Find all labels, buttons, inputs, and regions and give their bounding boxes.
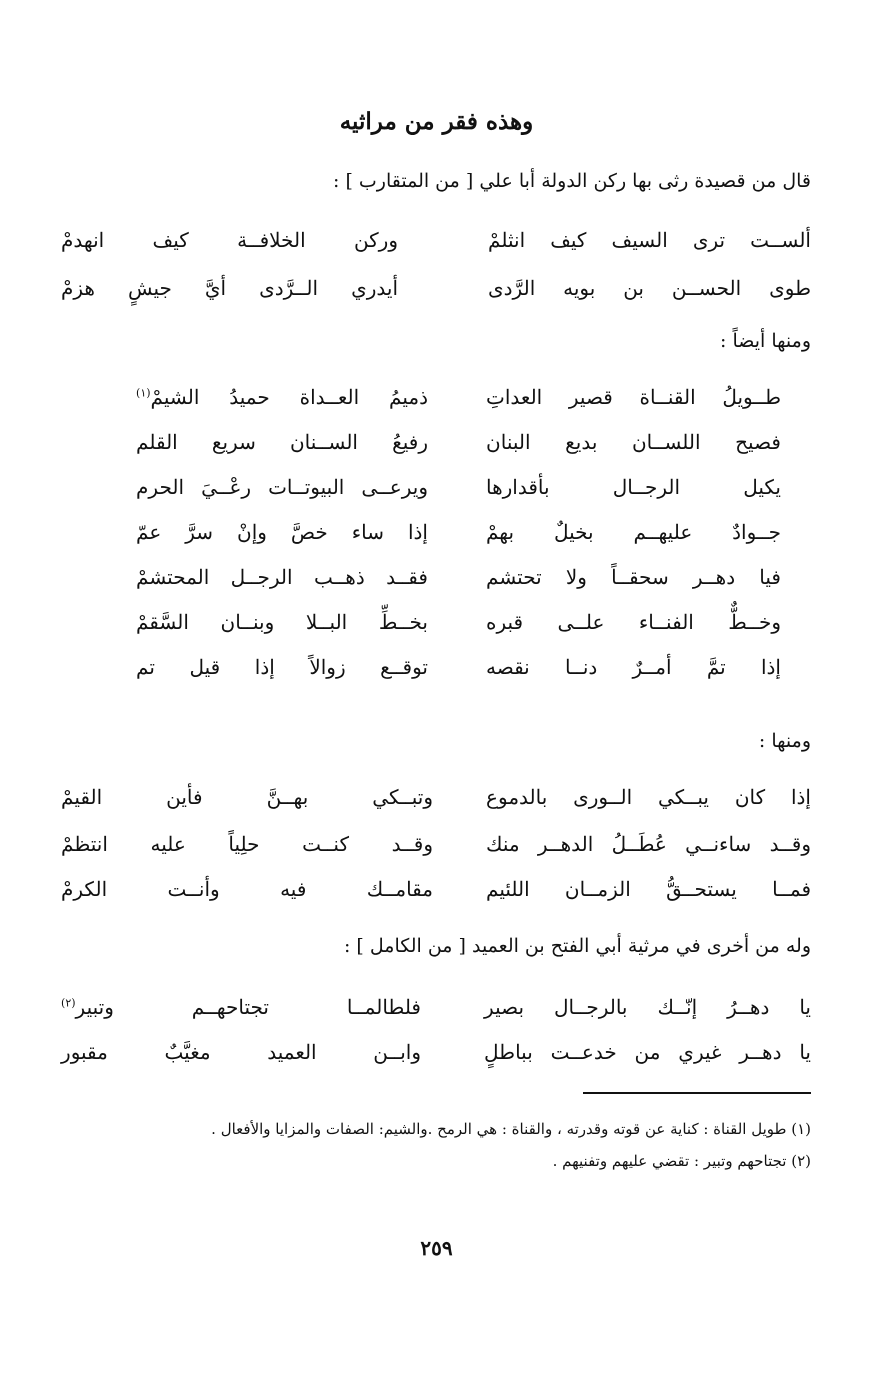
verse-line (0, 276, 873, 308)
verse-word: نقصه (486, 655, 530, 679)
footnote-marker: (٢) (61, 996, 76, 1010)
verse-word: وقــد (391, 832, 433, 856)
verse-word: فصيح (735, 430, 781, 454)
second-hemistich (61, 1040, 421, 1064)
verse-word: غيري (678, 1040, 722, 1064)
first-hemistich (486, 385, 781, 409)
verse-word: الدهــر (537, 832, 594, 856)
intro-line-2: ومنها أيضاً : (720, 330, 811, 352)
verse-word: بأقدارها (486, 475, 550, 499)
verse-word: تم (136, 655, 155, 679)
verse-word: سرَّ (185, 520, 214, 544)
verse-word: جــوادٌ (732, 520, 781, 544)
verse-word: تمَّ (706, 655, 726, 679)
verse-line (0, 877, 873, 909)
second-hemistich (61, 228, 398, 252)
verse-word: ترى (692, 228, 726, 252)
verse-word: البنان (486, 430, 531, 454)
verse-word: المحتشمْ (136, 565, 210, 589)
verse-word: قبره (486, 610, 524, 634)
verse-word: رفيعُ (392, 430, 428, 454)
intro-line-4: وله من أخرى في مرثية أبي الفتح بن العميد [ من الكامل ] : (343, 935, 811, 957)
verse-word: عمّ (136, 520, 162, 544)
footnote-2: (٢) تجتاحهم وتبير : تقضي عليهم وتفنيهم . (552, 1152, 811, 1170)
second-hemistich (136, 475, 428, 499)
verse-word: بويه (563, 276, 596, 300)
verse-word: إنّــك (657, 995, 698, 1019)
verse-word: خدعــت (550, 1040, 617, 1064)
verse-line (0, 565, 873, 597)
verse-word: الــرَّدى (259, 276, 319, 300)
verse-line (0, 385, 873, 417)
verse-word: تجتاحهــم (191, 995, 269, 1019)
verse-word: الخلافــة (237, 228, 306, 252)
second-hemistich (61, 276, 398, 300)
second-hemistich (61, 995, 421, 1019)
verse-word: يا (799, 1040, 811, 1064)
verse-word: كيف (152, 228, 189, 252)
verse-line (0, 832, 873, 864)
verse-word: وخــطٌّ (728, 610, 781, 634)
footnote-divider (583, 1092, 811, 1094)
verse-word: بهــنَّ (266, 785, 309, 809)
verse-word: انتظمْ (61, 832, 108, 856)
verse-word: أيدري (351, 276, 398, 300)
verse-word: توقــع (380, 655, 428, 679)
verse-word: وتبــكي (372, 785, 433, 809)
verse-word: فقــد (386, 565, 428, 589)
first-hemistich (488, 276, 811, 300)
verse-word: بصير (484, 995, 525, 1019)
verse-word: البــلا (305, 610, 348, 634)
footnote-marker: (١) (136, 386, 151, 400)
verse-word: إذا (790, 785, 811, 809)
intro-line-3: ومنها : (758, 730, 811, 752)
first-hemistich (484, 1040, 811, 1064)
verse-word: حلِياً (228, 832, 260, 856)
verse-word: الحرم (136, 475, 185, 499)
first-hemistich (486, 610, 781, 634)
verse-word: جيشٍ (127, 276, 172, 300)
first-hemistich (488, 228, 811, 252)
page-number: ٢٥٩ (420, 1236, 453, 1260)
verse-word: إذا (760, 655, 781, 679)
verse-word: ويرعــى (361, 475, 428, 499)
verse-word: كيف (550, 228, 587, 252)
verse-line (0, 1040, 873, 1072)
verse-word: الفنــاء (638, 610, 694, 634)
verse-line (0, 785, 873, 817)
verse-word: القيمْ (61, 785, 103, 809)
verse-word: ساءنــي (685, 832, 752, 856)
verse-line (0, 228, 873, 260)
verse-word: وابــن (373, 1040, 421, 1064)
verse-word: بباطلٍ (484, 1040, 533, 1064)
verse-word: السيف (611, 228, 668, 252)
first-hemistich (486, 430, 781, 454)
verse-word: البيوتــات (268, 475, 345, 499)
first-hemistich (486, 655, 781, 679)
first-hemistich (486, 520, 781, 544)
verse-line (0, 520, 873, 552)
verse-word: بديع (565, 430, 598, 454)
verse-word: العداتِ (486, 385, 543, 409)
verse-word: يا (799, 995, 811, 1019)
verse-word: الرجــال (612, 475, 681, 499)
verse-word: كنــت (302, 832, 349, 856)
second-hemistich (136, 610, 428, 634)
verse-word: زوالاً (309, 655, 346, 679)
verse-word: الشيمْ$^{(١)}$ (136, 385, 200, 409)
verse-word: بالرجــال (554, 995, 628, 1019)
first-hemistich (486, 565, 781, 589)
verse-word: إذا (254, 655, 275, 679)
verse-word: طوى (769, 276, 811, 300)
verse-word: أيَّ (204, 276, 227, 300)
verse-word: العميد (267, 1040, 317, 1064)
verse-word: دهــرُ (727, 995, 770, 1019)
first-hemistich (486, 785, 811, 809)
verse-word: عليهــم (633, 520, 693, 544)
verse-word: ساء (351, 520, 384, 544)
verse-word: يبــكي (657, 785, 709, 809)
intro-line-1: قال من قصيدة رثى بها ركن الدولة أبا علي [ من المتقارب ] : (333, 170, 811, 192)
verse-word: الرجــل (230, 565, 293, 589)
first-hemistich (486, 877, 811, 901)
verse-word: من (634, 1040, 661, 1064)
verse-word: القنــاة (639, 385, 696, 409)
verse-word: ألســت (750, 228, 811, 252)
verse-word: ذميمُ (389, 385, 428, 409)
verse-word: بخيلٌ (553, 520, 594, 544)
first-hemistich (486, 475, 781, 499)
verse-word: كان (734, 785, 766, 809)
verse-word: مقامــك (366, 877, 433, 901)
verse-word: وأنــت (167, 877, 220, 901)
verse-line (0, 475, 873, 507)
verse-word: رعْــيَ (201, 475, 252, 499)
verse-word: فيا (759, 565, 781, 589)
verse-word: عليه (150, 832, 186, 856)
verse-word: انثلمْ (488, 228, 526, 252)
verse-word: بالدموع (486, 785, 548, 809)
verse-word: الحســن (671, 276, 742, 300)
verse-word: وبنــان (220, 610, 275, 634)
verse-word: الســنان (289, 430, 358, 454)
verse-word: وإنْ (237, 520, 267, 544)
second-hemistich (136, 520, 428, 544)
verse-line (0, 430, 873, 462)
verse-word: سحقــاً (611, 565, 669, 589)
verse-word: مغيَّبٌ (164, 1040, 211, 1064)
verse-word: الزمــان (564, 877, 631, 901)
verse-word: طــويلُ (722, 385, 781, 409)
verse-word: ذهــب (313, 565, 365, 589)
verse-word: يستحــقُّ (666, 877, 737, 901)
verse-word: دهــر (692, 565, 736, 589)
verse-word: هزمْ (61, 276, 95, 300)
verse-word: العــداة (299, 385, 360, 409)
verse-word: فيه (280, 877, 307, 901)
second-hemistich (136, 565, 428, 589)
footnote-1: (١) طويل القناة : كناية عن قوته وقدرته ، والقناة : هي الرمح .والشيم: الصفات والمزايا والأفعال . (211, 1120, 811, 1138)
verse-word: وركن (353, 228, 398, 252)
verse-word: تحتشم (486, 565, 542, 589)
verse-line (0, 610, 873, 642)
first-hemistich (484, 995, 811, 1019)
verse-word: ولا (565, 565, 587, 589)
verse-line (0, 995, 873, 1027)
verse-word: السَّقمْ (136, 610, 189, 634)
second-hemistich (136, 655, 428, 679)
verse-word: اللســان (631, 430, 701, 454)
verse-word: عُطَــلُ (611, 832, 667, 856)
verse-word: سريع (211, 430, 256, 454)
verse-word: اللئيم (486, 877, 530, 901)
verse-word: بن (623, 276, 644, 300)
verse-word: بهمْ (486, 520, 515, 544)
verse-word: خصَّ (290, 520, 328, 544)
verse-word: منك (486, 832, 520, 856)
second-hemistich (136, 385, 428, 409)
verse-word: وتبير$^{(٢)}$ (61, 995, 114, 1019)
verse-word: علــى (557, 610, 605, 634)
verse-word: وقــد (769, 832, 811, 856)
verse-word: حميدُ (229, 385, 270, 409)
verse-word: الــورى (573, 785, 633, 809)
verse-word: يكيل (743, 475, 781, 499)
second-hemistich (61, 877, 433, 901)
first-hemistich (486, 832, 811, 856)
verse-word: إذا (407, 520, 428, 544)
verse-word: فأين (166, 785, 203, 809)
second-hemistich (61, 785, 433, 809)
verse-word: الرَّدى (488, 276, 536, 300)
verse-word: دهــر (739, 1040, 782, 1064)
verse-word: فلطالمــا (346, 995, 421, 1019)
page-title: وهذه فقر من مراثيه (339, 108, 534, 135)
second-hemistich (136, 430, 428, 454)
verse-word: قصير (568, 385, 613, 409)
verse-word: القلم (136, 430, 178, 454)
second-hemistich (61, 832, 433, 856)
verse-word: أمــرٌ (632, 655, 672, 679)
verse-word: مقبور (61, 1040, 108, 1064)
verse-word: انهدمْ (61, 228, 105, 252)
verse-word: بخــطِّ (378, 610, 428, 634)
verse-line (0, 655, 873, 687)
verse-word: دنــا (565, 655, 598, 679)
verse-word: قيل (189, 655, 221, 679)
verse-word: الكرمْ (61, 877, 108, 901)
verse-word: فمــا (772, 877, 811, 901)
